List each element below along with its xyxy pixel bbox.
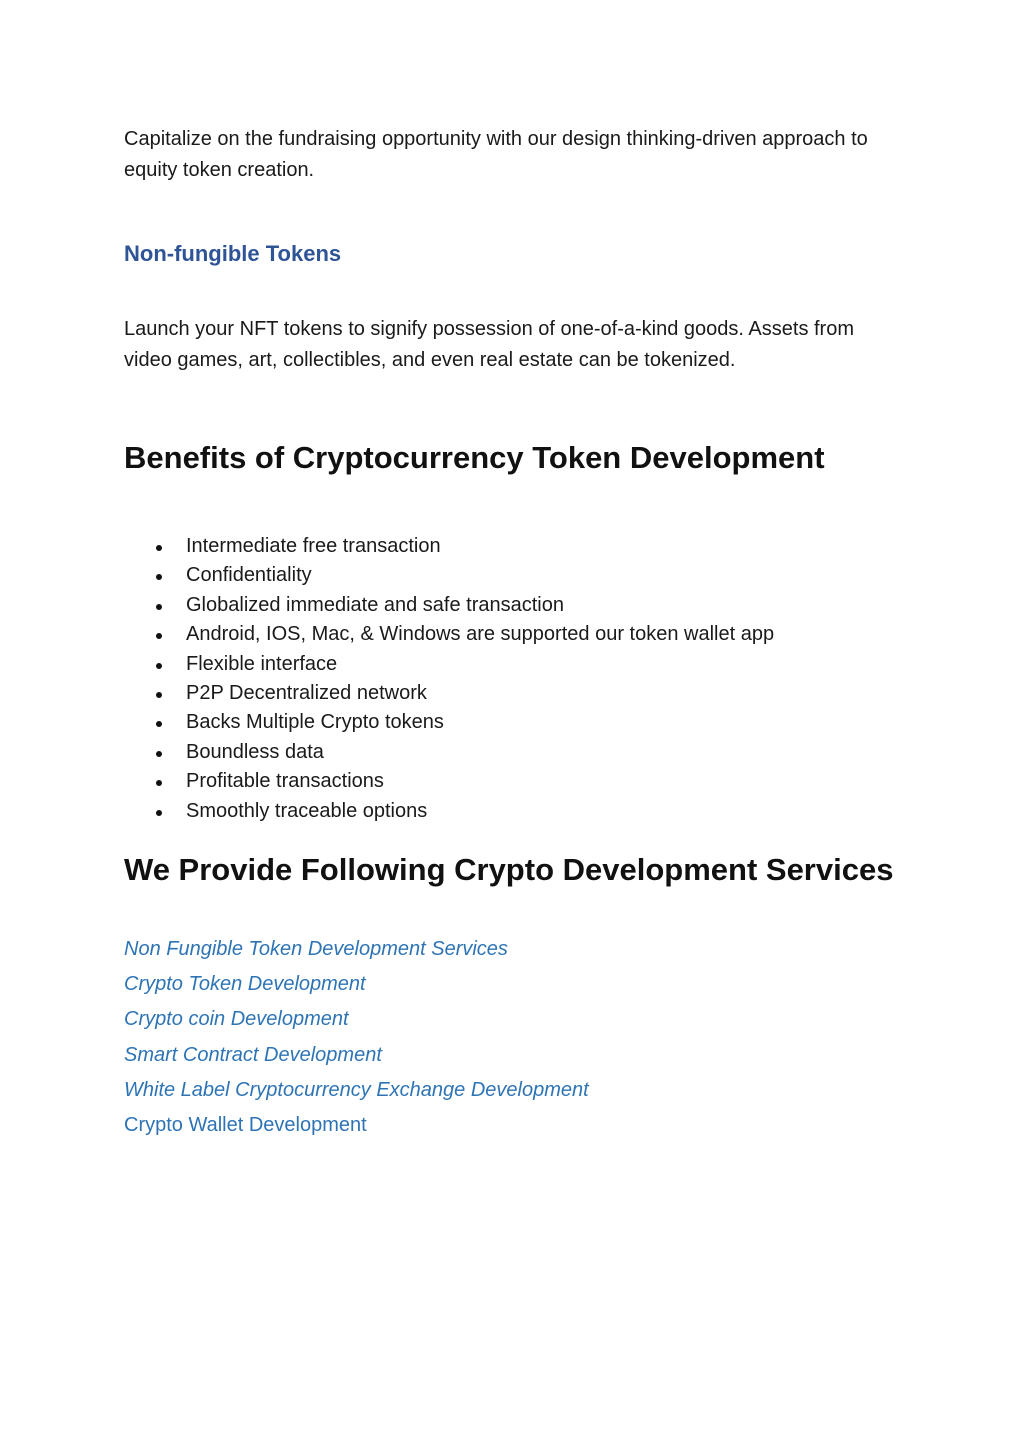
list-item-text: Flexible interface [186, 652, 338, 675]
list-item-text: Smoothly traceable options [186, 799, 428, 822]
nft-paragraph: Launch your NFT tokens to signify possession of one-of-a-kind goods. Assets from video games, art, collectibles, and even real estate can be tokenized. [124, 318, 854, 371]
link-nft-development[interactable]: Non Fungible Token Development Services [124, 938, 508, 960]
list-item [124, 1002, 589, 1037]
list-item [124, 561, 904, 590]
list-item [124, 1108, 589, 1143]
list-item-text: Confidentiality [186, 564, 312, 587]
list-item [124, 967, 589, 1002]
bullet-icon [156, 810, 162, 816]
bullet-icon [156, 574, 162, 580]
bullet-icon [156, 751, 162, 757]
list-item [124, 1073, 589, 1108]
benefits-list [124, 532, 904, 826]
bullet-icon [156, 721, 162, 727]
link-crypto-token-development[interactable]: Crypto Token Development [124, 973, 366, 996]
list-item-text: P2P Decentralized network [186, 681, 427, 704]
list-item [124, 620, 904, 649]
bullet-icon [156, 663, 162, 669]
bullet-icon [156, 780, 162, 786]
bullet-icon [156, 545, 162, 551]
list-item-text: Backs Multiple Crypto tokens [186, 711, 444, 734]
bullet-icon [156, 633, 162, 639]
services-link-list [124, 932, 589, 1143]
benefits-heading: Benefits of Cryptocurrency Token Development [124, 440, 825, 475]
link-crypto-wallet-development[interactable]: Crypto Wallet Development [124, 1113, 367, 1136]
list-item [124, 650, 904, 679]
list-item-text: Intermediate free transaction [186, 535, 441, 557]
list-item-text: Globalized immediate and safe transaction [186, 593, 564, 616]
list-item [124, 532, 904, 561]
intro-paragraph: Capitalize on the fundraising opportunity with our design thinking-driven approach to equity token creation. [124, 128, 868, 181]
bullet-icon [156, 604, 162, 610]
list-item [124, 767, 904, 796]
link-white-label-exchange-development[interactable]: White Label Cryptocurrency Exchange Development [124, 1078, 589, 1101]
list-item [124, 679, 904, 708]
list-item [124, 708, 904, 737]
nft-subheading: Non-fungible Tokens [124, 241, 342, 266]
list-item-text: Boundless data [186, 740, 324, 763]
link-smart-contract-development[interactable]: Smart Contract Development [124, 1043, 382, 1066]
services-heading: We Provide Following Crypto Development Services [124, 852, 894, 887]
bullet-icon [156, 692, 162, 698]
list-item [124, 591, 904, 620]
list-item [124, 932, 589, 967]
link-crypto-coin-development[interactable]: Crypto coin Development [124, 1008, 349, 1031]
list-item [124, 797, 904, 826]
list-item-text: Profitable transactions [186, 770, 384, 793]
list-item [124, 1038, 589, 1073]
list-item-text: Android, IOS, Mac, & Windows are supported our token wallet app [186, 623, 775, 646]
list-item [124, 738, 904, 767]
